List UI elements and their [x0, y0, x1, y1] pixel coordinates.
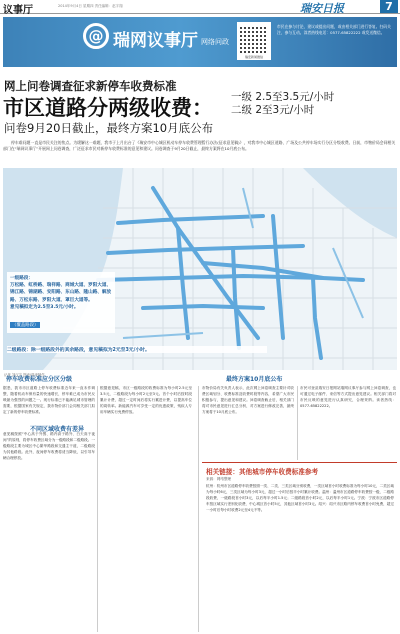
column-1: 据悉，我市市区道路上停车收费标准近年来一直未作调整，随着机动车保有量的快速增长，停车难已成为市民反映最为强烈的问题之一。现行标准已不能满足城市管理的需要，根据国家有关规定，我市物价部门会同相关部门拟定了新的停车收费标准。	[3, 386, 95, 414]
section-name: 议事厅	[3, 5, 33, 16]
column-1b: 意见稿按照“中心高于外围、路内高于路外、白天高于夜间”的原则，将停车收费区域分为一级路段和二级路段。一级路段主要为城区中心繁华路段和交通主干道，二级路段为其他路段。此外，夜间停车收费将适当降低，以引导车辆合理停放。	[3, 432, 95, 460]
rate-level-2: 二级 2至3元/小时	[231, 104, 315, 116]
page-number: 7	[380, 0, 398, 13]
river-upper	[303, 168, 397, 238]
level-2-note: 二级路段：除一级路段外的其余路段，意见稿拟为2元至3元/小时。	[7, 346, 267, 353]
qr-caption: 瑞安新闻微信	[244, 55, 263, 59]
banner-subtitle: 网络问政	[201, 38, 229, 46]
level-1-roads-list: 万松路、虹桥路、瑞祥路、商城大道、罗阳大道、锦江路、锦湖路、安阳路、东山路、隆山路、解放路、万松东路、罗阳大道、罩巨大道等。	[10, 283, 112, 303]
rate-level-1: 一级 2.5至3.5元/小时	[231, 91, 335, 103]
related-links-title: 相关链接：其他城市停车收费标准参考	[206, 468, 319, 476]
intro-paragraph: 停车难问题一直是市民关注的焦点。为缓解这一难题，我市于上月出台了《瑞安市中心城区机动车停车收费管理暂行办法(征求意见稿)》，对我市中心城区道路、广场及公共停车场实行分区分级收费。日前，市物价局会同相关部门在“瑞网议事厅”开展网上问卷调查，广泛征求市民对新停车收费标准的意见和建议。问卷调查于9月20日截止，最终方案将在10月底公布。	[3, 140, 396, 152]
column-divider	[97, 386, 98, 632]
level-1-note: 意见稿拟定为2.5至3.5元/小时。	[10, 304, 79, 310]
masthead	[0, 0, 400, 14]
map-legend	[7, 272, 115, 333]
column-4: 市民可登录瑞安日报网站瑞网议事厅参与网上问卷调查，也可通过电子邮件、来信等方式提出意见建议。相关部门将对市民反映的意见进行认真研究，合理采纳。读者热线：0577-65822222。	[300, 386, 396, 408]
subhead: 问卷9月20日截止，最终方案10月底公布	[4, 121, 214, 135]
kicker: 网上问卷调查征求新停车收费标准	[4, 79, 177, 93]
level-1-roads	[98, 188, 363, 358]
column-2: 根据意见稿，市区一级路段的收费标准为每小时2.5元至3.5元，二级路段为每小时2元至3元。首个小时后按时段累计计费，超过一定时间后将实行累进计费，以提高车位的周转率。新能源汽车可享受一定的优惠政策，残疾人专用车辆实行免费停放。	[100, 386, 192, 414]
paper-name: 瑞安日报	[300, 2, 344, 15]
related-links-body: 杭州：杭州市区道路停车收费按照一类、二类、三类区域分别收费，一类区域首小时收费标准为每小时10元，二类区域为每小时6元，三类区域为每小时3元，超过一小时后按半小时累计收费。温州：温州市区道路停车收费按一级、二级路段收费，一级路段首小时3元，以后每半小时1.5元；二级路段首小时2元，以后每半小时1元。宁波：宁波市区道路停车按区域实行差别化收费，中心城区首小时5元，其他区域首小时3元。绍兴：绍兴市区路内停车收费首小时免费，超过一小时后每小时收费2元至4元不等。	[206, 484, 394, 512]
road-map	[3, 168, 397, 370]
column-divider	[198, 386, 199, 632]
level-1-tag: 一级路段：	[10, 276, 33, 281]
rate-box	[231, 91, 334, 117]
banner-title: 瑞网议事厅	[113, 31, 198, 51]
map	[3, 168, 397, 370]
qr-code	[237, 22, 271, 60]
column-3: 市物价局有关负责人表示，此次网上问卷调查主要针对收费区域划分、收费标准及收费时段等内容，希望广大市民积极参与，提出意见和建议。问卷调查截止后，相关部门将对市民意见进行汇总分析，对方案进行修改完善，最终方案将于10月底公布。	[202, 386, 294, 414]
section-head-1: 停车收费标准应分区分级	[6, 376, 73, 383]
date-line: 2014年9月4日 星期四 责任编辑：赵宇翔	[58, 4, 123, 8]
banner	[3, 17, 397, 67]
headline: 市区道路分两级收费：	[3, 96, 213, 120]
at-icon: @	[83, 23, 109, 49]
related-links-source: 来源：网络整理	[206, 477, 232, 481]
river	[3, 168, 123, 370]
level-1-range-label: （覆盖路段）	[12, 323, 39, 329]
section-head-3: 不同区域收费有差异	[30, 426, 85, 433]
map-credit: 记者 刘汉宝 图表/周涛制作	[4, 373, 45, 377]
column-divider	[297, 386, 298, 460]
banner-text: 市民在参与讨论，建议或提出问题，或由相关部门进行答复。扫码关注，参与互动。读者热线电话：0577-65822222 或发送微信。	[277, 24, 391, 35]
section-head-2: 最终方案10月底公布	[226, 376, 283, 383]
